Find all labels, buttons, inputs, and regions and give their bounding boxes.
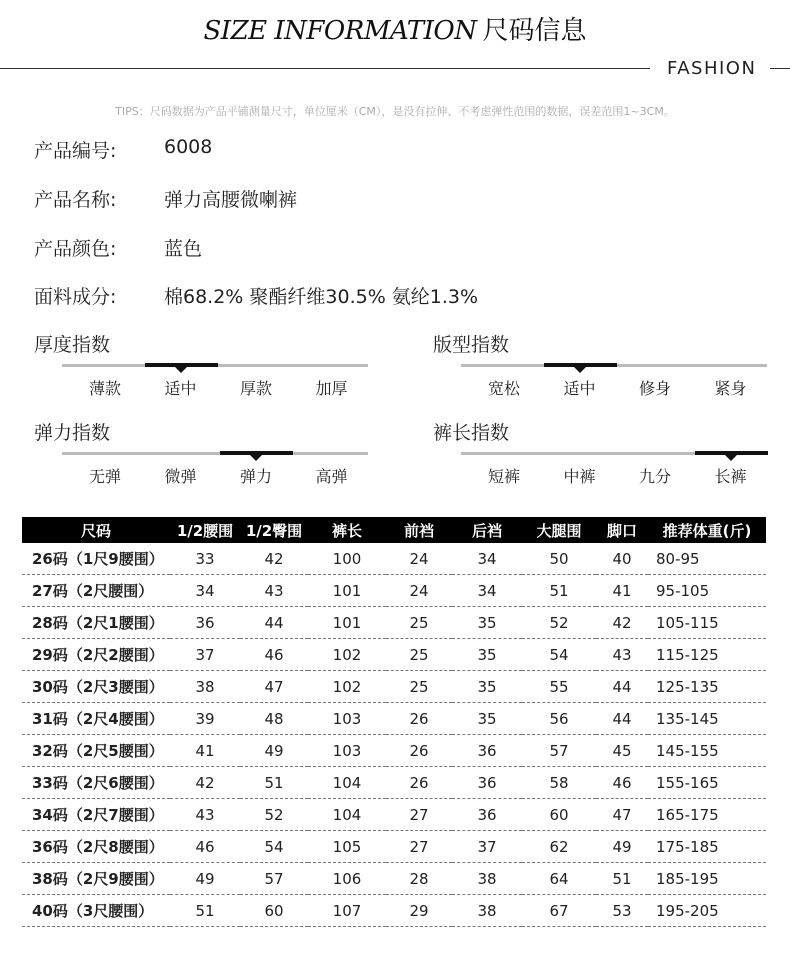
size-value-cell: 103 [308, 703, 386, 735]
length-scale-pointer [725, 455, 737, 461]
size-value-cell: 44 [596, 671, 648, 703]
thickness-option: 厚款 [239, 379, 272, 398]
title-cn: 尺码信息 [482, 16, 587, 46]
size-value-cell: 43 [170, 799, 240, 831]
elasticity-option: 微弹 [164, 467, 197, 486]
size-value-cell: 44 [240, 607, 308, 639]
size-value-cell: 52 [522, 607, 596, 639]
size-value-cell: 36 [170, 607, 240, 639]
table-row [22, 703, 766, 735]
header-divider-right [770, 68, 790, 69]
size-value-cell: 51 [522, 575, 596, 607]
size-value-cell: 195-205 [648, 895, 766, 927]
size-value-cell: 36 [452, 735, 522, 767]
size-value-cell: 47 [240, 671, 308, 703]
fit-scale-pointer [574, 367, 586, 373]
table-row [22, 767, 766, 799]
size-value-cell: 34 [452, 575, 522, 607]
product-number-value: 6008 [164, 136, 213, 158]
elasticity-scale-title: 弹力指数 [34, 422, 111, 444]
size-value-cell: 46 [170, 831, 240, 863]
size-value-cell: 41 [170, 735, 240, 767]
size-value-cell: 105 [308, 831, 386, 863]
size-value-cell: 25 [386, 607, 452, 639]
size-value-cell: 44 [596, 703, 648, 735]
size-value-cell: 54 [240, 831, 308, 863]
size-value-cell: 46 [596, 767, 648, 799]
size-value-cell: 103 [308, 735, 386, 767]
size-value-cell: 29 [386, 895, 452, 927]
size-value-cell: 42 [596, 607, 648, 639]
title-en: SIZE INFORMATION [203, 16, 477, 46]
size-label-cell: 29码（2尺2腰围） [22, 639, 170, 671]
table-row [22, 543, 766, 575]
size-value-cell: 53 [596, 895, 648, 927]
size-table-header-cell: 1/2臀围 [240, 517, 308, 543]
size-value-cell: 67 [522, 895, 596, 927]
size-value-cell: 56 [522, 703, 596, 735]
size-value-cell: 43 [596, 639, 648, 671]
length-scale-title: 裤长指数 [433, 422, 510, 444]
size-value-cell: 80-95 [648, 543, 766, 575]
size-label-cell: 30码（2尺3腰围） [22, 671, 170, 703]
table-row [22, 863, 766, 895]
size-table-header-cell: 1/2腰围 [170, 517, 240, 543]
elasticity-option: 无弹 [88, 467, 121, 486]
size-value-cell: 27 [386, 799, 452, 831]
size-value-cell: 36 [452, 799, 522, 831]
size-value-cell: 35 [452, 703, 522, 735]
thickness-option: 适中 [164, 379, 197, 398]
header-divider-left [0, 68, 650, 69]
size-value-cell: 102 [308, 671, 386, 703]
size-value-cell: 125-135 [648, 671, 766, 703]
size-value-cell: 43 [240, 575, 308, 607]
table-row [22, 639, 766, 671]
product-fabric-value: 棉68.2% 聚酯纤维30.5% 氨纶1.3% [164, 286, 479, 308]
size-value-cell: 175-185 [648, 831, 766, 863]
fit-option: 紧身 [714, 379, 747, 398]
elasticity-option: 高弹 [315, 467, 348, 486]
size-value-cell: 27 [386, 831, 452, 863]
size-value-cell: 38 [452, 863, 522, 895]
size-value-cell: 35 [452, 607, 522, 639]
size-value-cell: 38 [170, 671, 240, 703]
size-value-cell: 165-175 [648, 799, 766, 831]
size-value-cell: 57 [522, 735, 596, 767]
size-value-cell: 185-195 [648, 863, 766, 895]
size-table [22, 517, 766, 927]
size-value-cell: 24 [386, 543, 452, 575]
size-table-header-cell: 尺码 [22, 517, 170, 543]
elasticity-option: 弹力 [239, 467, 272, 486]
size-label-cell: 32码（2尺5腰围） [22, 735, 170, 767]
length-option: 长裤 [714, 467, 747, 486]
tips-note: TIPS：尺码数据为产品平铺测量尺寸，单位厘米（CM），是没有拉伸、不考虑弹性范围的数据，误差范围1~3CM。 [115, 105, 675, 118]
elasticity-scale-pointer [250, 455, 262, 461]
size-value-cell: 38 [452, 895, 522, 927]
size-value-cell: 39 [170, 703, 240, 735]
size-value-cell: 36 [452, 767, 522, 799]
size-value-cell: 104 [308, 799, 386, 831]
fit-option: 修身 [638, 379, 671, 398]
size-value-cell: 42 [170, 767, 240, 799]
size-value-cell: 104 [308, 767, 386, 799]
brand-label: FASHION [667, 58, 757, 79]
size-value-cell: 100 [308, 543, 386, 575]
size-value-cell: 48 [240, 703, 308, 735]
size-value-cell: 52 [240, 799, 308, 831]
size-value-cell: 155-165 [648, 767, 766, 799]
size-value-cell: 24 [386, 575, 452, 607]
size-value-cell: 34 [452, 543, 522, 575]
size-table-body [22, 543, 766, 927]
size-value-cell: 64 [522, 863, 596, 895]
fit-option: 适中 [563, 379, 596, 398]
size-label-cell: 31码（2尺4腰围） [22, 703, 170, 735]
size-value-cell: 45 [596, 735, 648, 767]
thickness-option: 薄款 [88, 379, 121, 398]
size-value-cell: 95-105 [648, 575, 766, 607]
table-row [22, 895, 766, 927]
size-value-cell: 40 [596, 543, 648, 575]
size-value-cell: 58 [522, 767, 596, 799]
size-value-cell: 102 [308, 639, 386, 671]
length-option: 九分 [638, 467, 671, 486]
size-table-header-cell: 大腿围 [522, 517, 596, 543]
size-value-cell: 57 [240, 863, 308, 895]
size-value-cell: 37 [452, 831, 522, 863]
table-row [22, 735, 766, 767]
size-value-cell: 106 [308, 863, 386, 895]
size-value-cell: 54 [522, 639, 596, 671]
size-label-cell: 40码（3尺腰围） [22, 895, 170, 927]
product-number-label: 产品编号: [34, 140, 117, 162]
size-value-cell: 26 [386, 703, 452, 735]
size-value-cell: 35 [452, 671, 522, 703]
size-label-cell: 33码（2尺6腰围） [22, 767, 170, 799]
size-label-cell: 28码（2尺1腰围） [22, 607, 170, 639]
product-color-value: 蓝色 [164, 238, 203, 260]
size-value-cell: 49 [240, 735, 308, 767]
fit-scale-title: 版型指数 [433, 334, 510, 356]
size-table-header-cell: 脚口 [596, 517, 648, 543]
size-value-cell: 50 [522, 543, 596, 575]
size-value-cell: 49 [170, 863, 240, 895]
size-value-cell: 35 [452, 639, 522, 671]
size-label-cell: 38码（2尺9腰围） [22, 863, 170, 895]
product-color-label: 产品颜色: [34, 238, 117, 260]
thickness-scale-title: 厚度指数 [34, 334, 111, 356]
size-table-header-cell: 前裆 [386, 517, 452, 543]
length-option: 中裤 [563, 467, 596, 486]
size-value-cell: 51 [170, 895, 240, 927]
table-row [22, 575, 766, 607]
page-title [0, 10, 790, 47]
thickness-option: 加厚 [315, 379, 348, 398]
size-value-cell: 26 [386, 735, 452, 767]
size-value-cell: 33 [170, 543, 240, 575]
product-fabric-label: 面料成分: [34, 286, 117, 308]
product-color-row [34, 234, 203, 261]
elasticity-scale-track [62, 452, 368, 455]
size-table-header-cell: 裤长 [308, 517, 386, 543]
size-value-cell: 60 [522, 799, 596, 831]
product-name-value: 弹力高腰微喇裤 [164, 189, 298, 211]
size-value-cell: 60 [240, 895, 308, 927]
size-value-cell: 46 [240, 639, 308, 671]
size-table-header-cell: 后裆 [452, 517, 522, 543]
length-option: 短裤 [487, 467, 520, 486]
size-value-cell: 42 [240, 543, 308, 575]
size-value-cell: 28 [386, 863, 452, 895]
size-value-cell: 51 [596, 863, 648, 895]
size-value-cell: 26 [386, 767, 452, 799]
size-value-cell: 101 [308, 575, 386, 607]
size-table-header-row [22, 517, 766, 543]
size-value-cell: 25 [386, 639, 452, 671]
size-value-cell: 34 [170, 575, 240, 607]
size-value-cell: 62 [522, 831, 596, 863]
size-label-cell: 36码（2尺8腰围） [22, 831, 170, 863]
size-label-cell: 26码（1尺9腰围） [22, 543, 170, 575]
size-value-cell: 145-155 [648, 735, 766, 767]
size-label-cell: 27码（2尺腰围） [22, 575, 170, 607]
size-value-cell: 107 [308, 895, 386, 927]
size-label-cell: 34码（2尺7腰围） [22, 799, 170, 831]
thickness-scale-pointer [175, 367, 187, 373]
size-value-cell: 51 [240, 767, 308, 799]
size-value-cell: 49 [596, 831, 648, 863]
size-value-cell: 37 [170, 639, 240, 671]
size-value-cell: 115-125 [648, 639, 766, 671]
table-row [22, 671, 766, 703]
table-row [22, 607, 766, 639]
size-value-cell: 25 [386, 671, 452, 703]
product-fabric-row [34, 282, 479, 309]
table-row [22, 799, 766, 831]
size-value-cell: 101 [308, 607, 386, 639]
fit-option: 宽松 [487, 379, 520, 398]
size-value-cell: 105-115 [648, 607, 766, 639]
size-value-cell: 47 [596, 799, 648, 831]
size-value-cell: 41 [596, 575, 648, 607]
size-table-header-cell: 推荐体重(斤) [648, 517, 766, 543]
product-number-row [34, 136, 213, 163]
table-row [22, 831, 766, 863]
product-name-label: 产品名称: [34, 189, 117, 211]
product-name-row [34, 185, 298, 212]
size-value-cell: 55 [522, 671, 596, 703]
size-value-cell: 135-145 [648, 703, 766, 735]
